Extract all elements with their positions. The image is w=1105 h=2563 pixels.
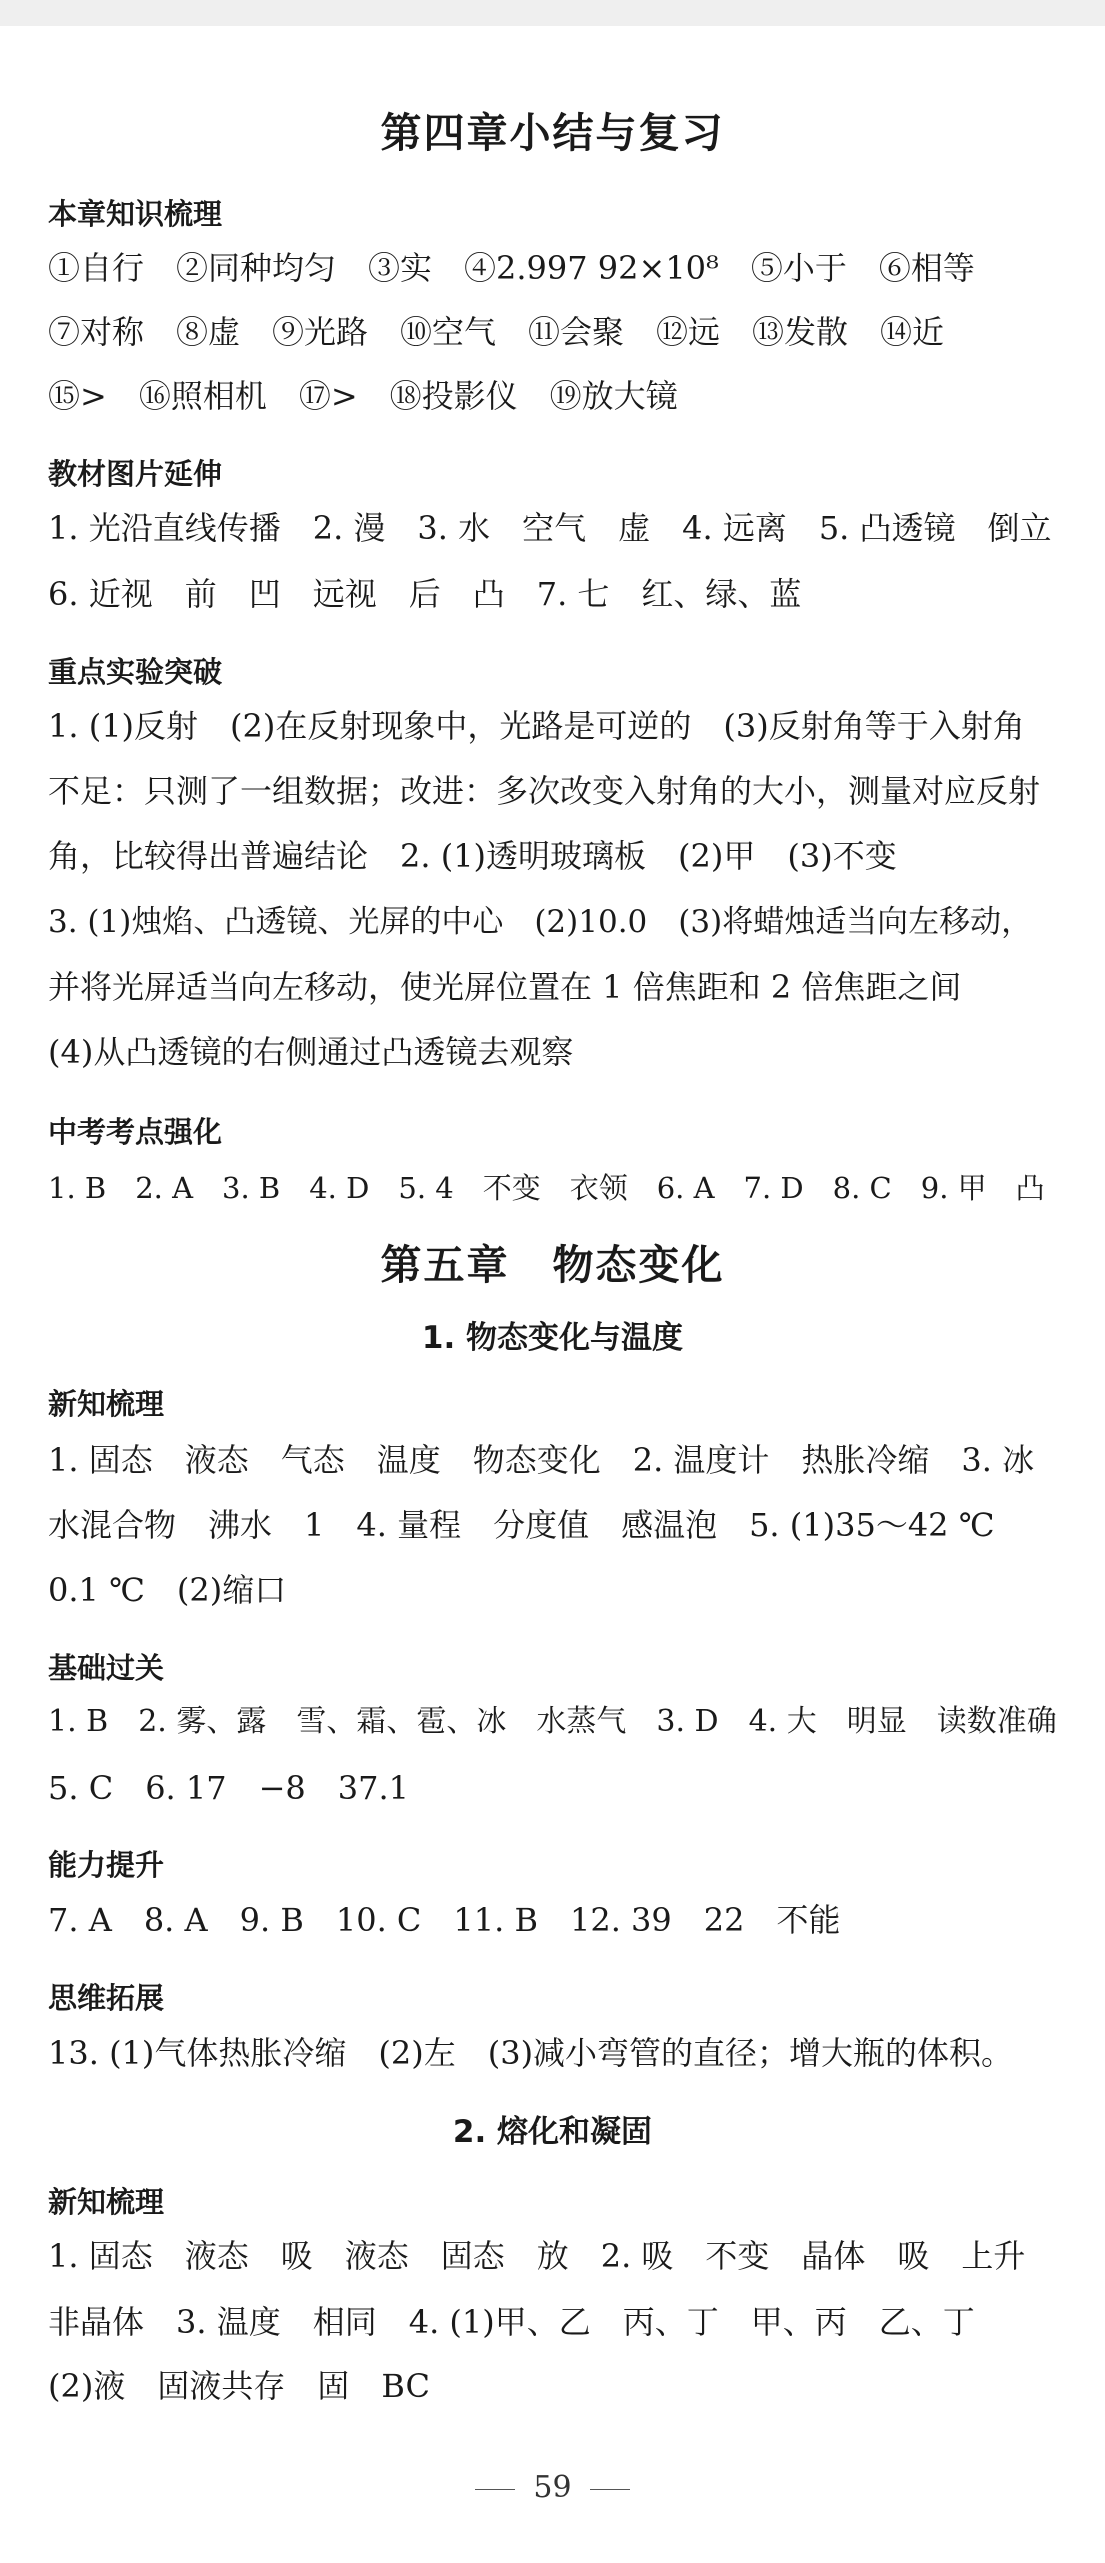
answer-line: 1. 光沿直线传播 2. 漫 3. 水 空气 虚 4. 远离 5. 凸透镜 倒立	[48, 509, 1052, 547]
answer-line: (4)从凸透镜的右侧通过凸透镜去观察	[48, 1033, 574, 1071]
section-heading: 新知梳理	[48, 2185, 165, 2219]
answer-line: 1. 固态 液态 吸 液态 固态 放 2. 吸 不变 晶体 吸 上升	[48, 2237, 1026, 2275]
answer-line: 6. 近视 前 凹 远视 后 凸 7. 七 红、绿、蓝	[48, 575, 802, 613]
answer-line: 3. (1)烛焰、凸透镜、光屏的中心 (2)10.0 (3)将蜡烛适当向左移动，	[48, 904, 1033, 940]
answer-line: 非晶体 3. 温度 相同 4. (1)甲、乙 丙、丁 甲、丙 乙、丁	[48, 2303, 975, 2341]
section-heading: 能力提升	[48, 1848, 165, 1882]
page-number-value: 59	[533, 2470, 572, 2505]
answer-line: 不足：只测了一组数据；改进：多次改变入射角的大小，测量对应反射	[48, 772, 1041, 810]
answer-line: 水混合物 沸水 1 4. 量程 分度值 感温泡 5. (1)35～42 ℃	[48, 1506, 995, 1544]
page-number-dash-left	[475, 2489, 515, 2490]
answer-line: 1. B 2. 雾、露 雪、霜、雹、冰 水蒸气 3. D 4. 大 明显 读数准确	[48, 1704, 1057, 1739]
section-heading: 基础过关	[48, 1651, 165, 1685]
section-heading: 中考考点强化	[48, 1115, 223, 1149]
answer-line: 1. (1)反射 (2)在反射现象中，光路是可逆的 (3)反射角等于入射角	[48, 707, 1025, 745]
answer-line: 角，比较得出普遍结论 2. (1)透明玻璃板 (2)甲 (3)不变	[48, 837, 897, 875]
answer-line: 0.1 ℃ (2)缩口	[48, 1571, 287, 1609]
top-margin-band	[0, 0, 1105, 26]
page-number	[0, 2470, 1105, 2505]
answer-line: 5. C 6. 17 −8 37.1	[48, 1769, 410, 1807]
lesson-2-title: 2. 熔化和凝固	[452, 2114, 653, 2150]
page-number-dash-right	[590, 2489, 630, 2490]
answer-line: 1. 固态 液态 气态 温度 物态变化 2. 温度计 热胀冷缩 3. 冰	[48, 1441, 1035, 1479]
section-heading: 思维拓展	[48, 1981, 165, 2015]
answer-line: 13. (1)气体热胀冷缩 (2)左 (3)减小弯管的直径；增大瓶的体积。	[48, 2034, 1014, 2072]
answer-line: (2)液 固液共存 固 BC	[48, 2367, 430, 2405]
answer-line: 1. B 2. A 3. B 4. D 5. 4 不变 衣领 6. A 7. D 8. C 9. 甲 凸	[48, 1171, 1045, 1205]
section-heading: 教材图片延伸	[48, 457, 223, 491]
section-heading: 新知梳理	[48, 1387, 165, 1421]
answer-line: ①自行 ②同种均匀 ③实 ④2.997 92×10⁸ ⑤小于 ⑥相等	[48, 249, 975, 287]
answer-line: 并将光屏适当向左移动，使光屏位置在 1 倍焦距和 2 倍焦距之间	[48, 968, 962, 1006]
chapter-5-title: 第五章 物态变化	[380, 1241, 725, 1289]
answer-line: ⑮> ⑯照相机 ⑰> ⑱投影仪 ⑲放大镜	[48, 377, 678, 415]
answer-line: ⑦对称 ⑧虚 ⑨光路 ⑩空气 ⑪会聚 ⑫远 ⑬发散 ⑭近	[48, 313, 945, 351]
lesson-1-title: 1. 物态变化与温度	[421, 1320, 684, 1356]
answer-line: 7. A 8. A 9. B 10. C 11. B 12. 39 22 不能	[48, 1901, 841, 1939]
section-heading: 本章知识梳理	[48, 197, 223, 231]
section-heading: 重点实验突破	[48, 655, 223, 689]
chapter-4-title: 第四章小结与复习	[380, 109, 725, 157]
